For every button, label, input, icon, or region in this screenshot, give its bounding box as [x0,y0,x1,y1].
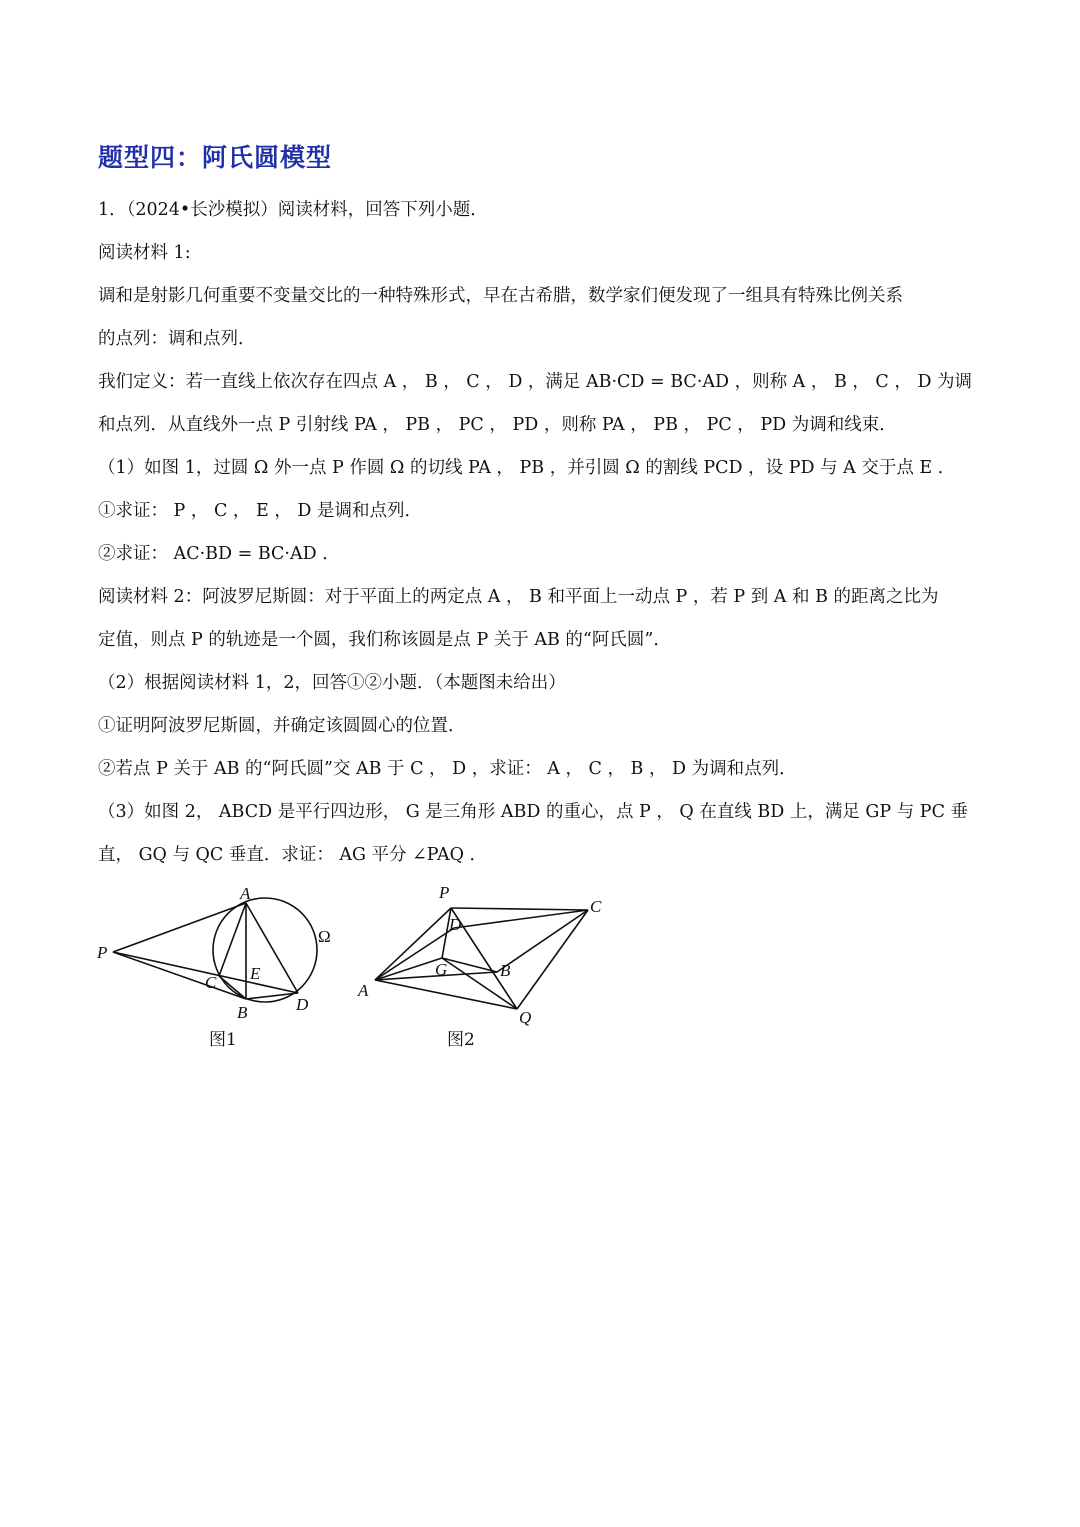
label-b: B [500,961,511,980]
line-bc [497,910,588,972]
definition-line: 我们定义：若一直线上依次存在四点 A ， B ， C ， D ，满足 AB·CD = BC·AD ，则称 A ， B ， C ， D 为调 [98,372,973,392]
label-a: A [240,884,251,903]
label-c: C [205,973,217,992]
line-dc [454,910,588,928]
label-q: Q [519,1008,532,1027]
part-3-statement: （3）如图 2， ABCD 是平行四边形， G 是三角形 ABD 的重心，点 P ， Q 在直线 BD 上，满足 GP 与 PC 垂 [98,802,969,822]
label-d: D [449,915,462,934]
label-a: A [358,981,369,1000]
part-2-question-1: ①证明阿波罗尼斯圆，并确定该圆圆心的位置． [98,716,466,736]
problem-intro: 1．（2024•长沙模拟）阅读材料，回答下列小题． [98,200,488,220]
material-1-label: 阅读材料 1: [98,243,191,263]
definition-line: 和点列．从直线外一点 P 引射线 PA ， PB ， PC ， PD ，则称 PA ， PB ， PC ， PD 为调和线束． [98,415,897,435]
line-pc [451,908,588,910]
paragraph-line: 调和是射影几何重要不变量交比的一种特殊形式，早在古希腊，数学家们便发现了一组具有特殊比例关系 [98,286,903,306]
label-p: P [439,883,450,902]
paragraph-line: 的点列：调和点列． [98,329,256,349]
part-1-question-2: ②求证： AC·BD = BC·AD ． [98,544,340,564]
part-2-statement: （2）根据阅读材料 1，2，回答①②小题．（本题图未给出） [98,673,566,693]
part-3-statement: 直， GQ 与 QC 垂直．求证： AG 平分 ∠PAQ ． [98,845,487,865]
part-2-question-2: ②若点 P 关于 AB 的“阿氏圆”交 AB 于 C ， D ，求证： A ， C ， B ， D 为调和点列． [98,759,797,779]
line-qc [517,910,588,1009]
label-d: D [296,995,309,1014]
label-g: G [435,960,448,979]
part-1-question-1: ①求证： P ， C ， E ， D 是调和点列． [98,501,422,521]
material-2-line: 阅读材料 2：阿波罗尼斯圆：对于平面上的两定点 A ， B 和平面上一动点 P ，若 P 到 A 和 B 的距离之比为 [98,587,939,607]
figure-2-caption: 图2 [447,1030,475,1050]
material-2-line: 定值，则点 P 的轨迹是一个圆，我们称该圆是点 P 关于 AB 的“阿氏圆”． [98,630,671,650]
part-1-statement: （1）如图 1，过圆 Ω 外一点 P 作圆 Ω 的切线 PA ， PB ，并引圆 Ω 的割线 PCD ，设 PD 与 A 交于点 E ． [98,458,956,478]
section-heading: 题型四：阿氏圆模型 [98,143,333,172]
label-e: E [250,964,261,983]
label-omega: Ω [318,927,331,946]
label-b: B [237,1003,248,1022]
label-c: C [590,897,602,916]
figure-1-caption: 图1 [209,1030,237,1050]
label-p: P [97,943,108,962]
